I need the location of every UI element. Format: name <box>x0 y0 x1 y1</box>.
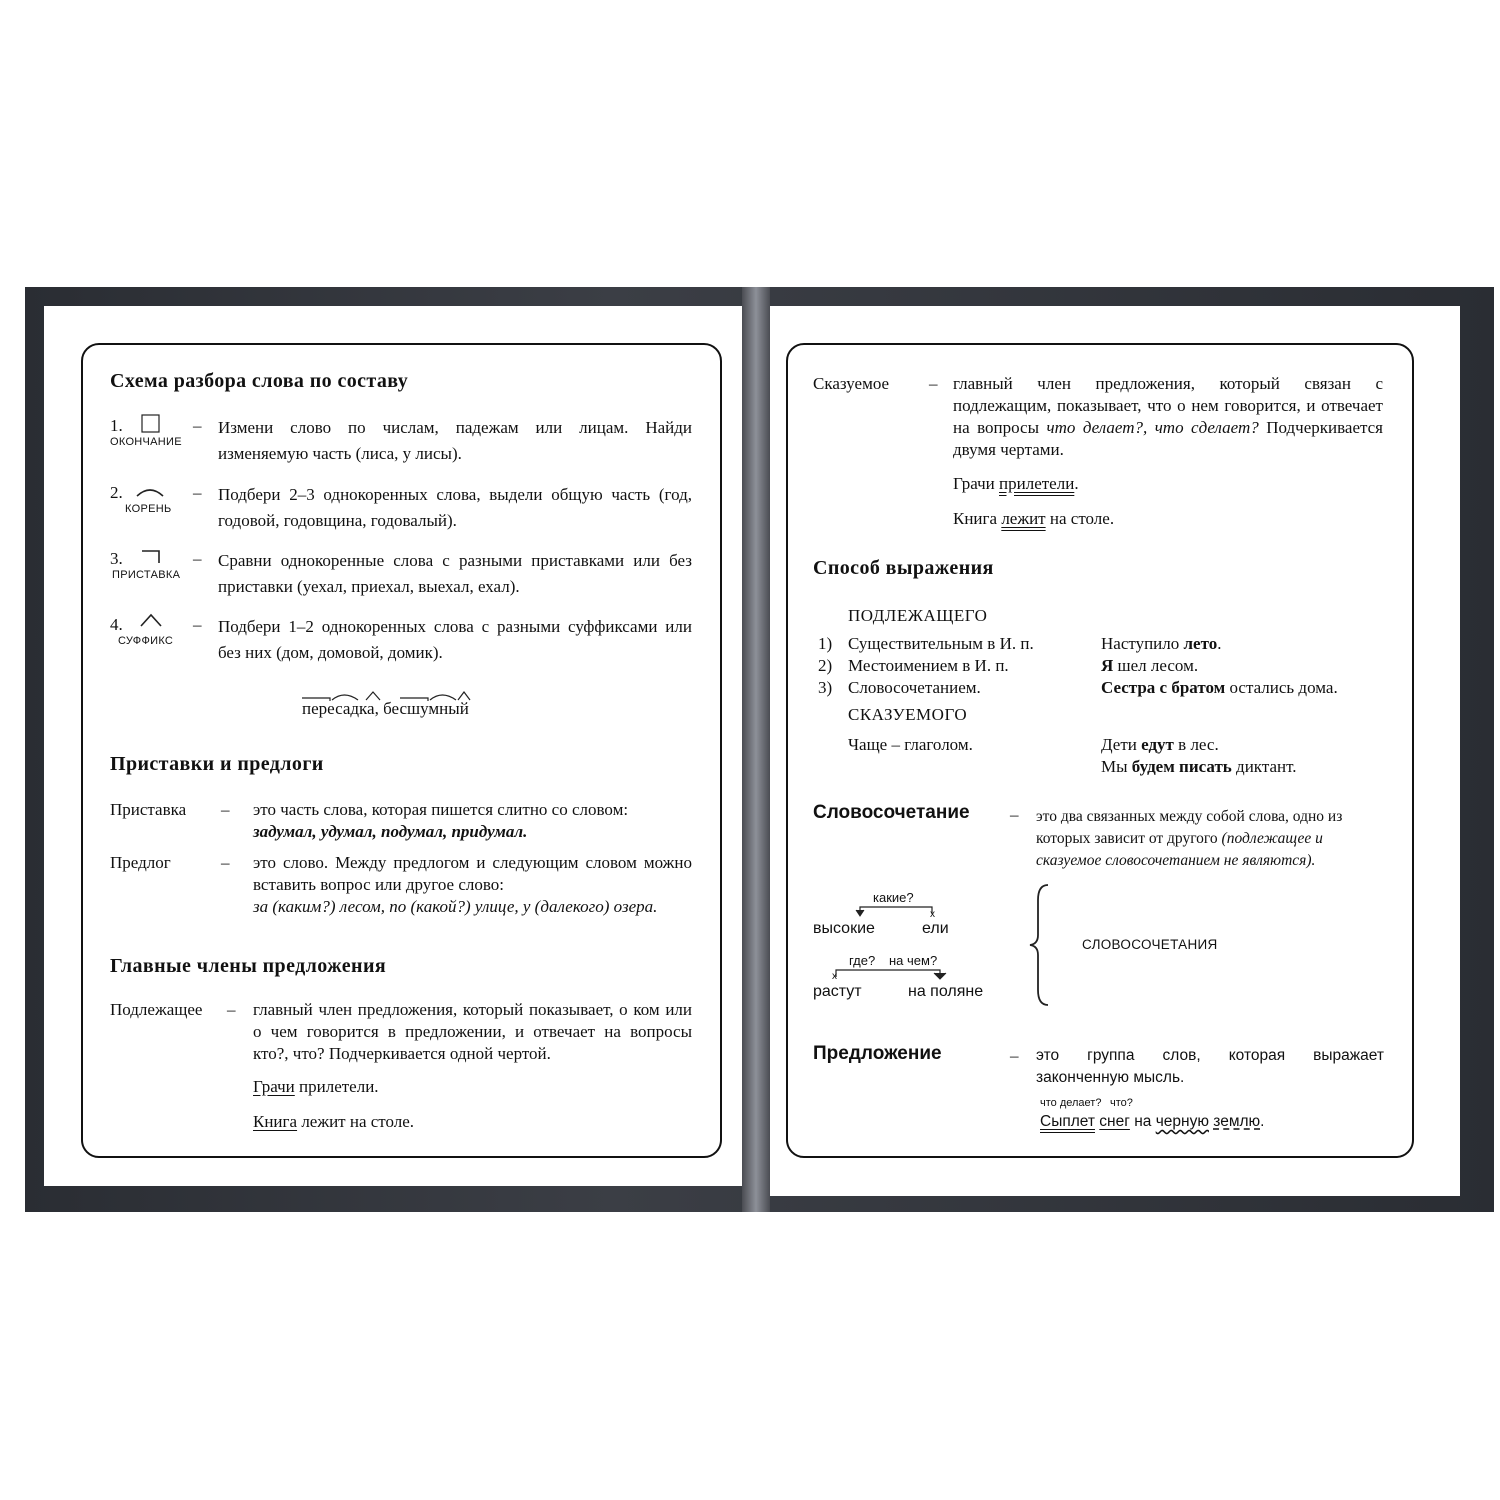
expr-row-1-ex-b: лето <box>1183 634 1218 653</box>
prefix-examples: задумал, удумал, подумал, придумал. <box>253 822 528 841</box>
prefix-definition: это часть слова, которая пишется слитно со словом: <box>253 800 629 819</box>
step-3-text: Сравни однокоренные слова с разными приставками или без приставки (уехал, приехал, выехал, ехал). <box>218 551 692 596</box>
step-4-dash: – <box>193 615 202 634</box>
expr-row-2-way: Местоимением в И. п. <box>848 656 1009 675</box>
predicate-term: Сказуемое <box>813 374 890 393</box>
predicate-ex4-a: Мы <box>1101 757 1132 776</box>
subject-dash: – <box>227 1000 236 1019</box>
expr-row-2-ex-b: Я <box>1101 656 1114 675</box>
diagram-x-mark-2: x <box>832 971 837 982</box>
predicate-def-part-1: главный член предложения, который связан с подлежащим, показывает, что о нем говорится, и отвечает на вопросы <box>953 374 1383 437</box>
subject-definition: главный член предложения, который показывает, о ком или о чем говорится в предложении, и отвечает на вопросы кто?, что? Подчеркивается одной чертой. <box>253 1000 692 1063</box>
predicate-example-3 <box>1101 734 1219 756</box>
expr-row-1-ex-a: Наступило <box>1101 634 1184 653</box>
step-3-label: ПРИСТАВКА <box>112 569 181 581</box>
prefix-dash: – <box>221 800 230 819</box>
sentence-example <box>1040 1113 1264 1131</box>
phrase-def-note: (подлежащее и сказуемое словосочетанием не являются). <box>1036 830 1323 869</box>
subject-example-2-rest: лежит на столе. <box>297 1112 415 1131</box>
diagram-question-1: какие? <box>873 890 914 905</box>
subject-term: Подлежащее <box>110 1000 203 1019</box>
expr-row-3-num: 3) <box>818 678 833 697</box>
expr-row-1-num: 1) <box>818 634 833 653</box>
diagram-question-3: на чем? <box>889 953 938 968</box>
step-2-dash: – <box>193 483 202 502</box>
expr-row-3-way: Словосочетанием. <box>848 678 981 697</box>
phrase-term: Словосочетание <box>813 802 970 823</box>
sentence-word-subject: снег <box>1099 1113 1130 1130</box>
predicate-ex2-end: на столе. <box>1045 509 1115 528</box>
step-4-number: 4. <box>110 615 123 634</box>
subject-word-grachi: Грачи <box>253 1077 295 1096</box>
diagram-word-vysokie: высокие <box>813 920 875 937</box>
example-words: пересадка, бесшумный <box>302 699 469 718</box>
section-title-main-members: Главные члены предложения <box>110 955 387 977</box>
sentence-term: Предложение <box>813 1043 942 1064</box>
sentence-word-predicate: Сыплет <box>1040 1113 1095 1130</box>
expr-row-3-example <box>1101 677 1338 699</box>
predicate-ex4-c: диктант. <box>1231 757 1297 776</box>
predicate-ex1-end: . <box>1074 474 1079 493</box>
predicate-ex1-verb: прилетели <box>999 474 1075 493</box>
subject-word-kniga: Книга <box>253 1112 298 1131</box>
step-2-text: Подбери 2–3 однокоренных слова, выдели общую часть (год, годовой, годовщина, годовалый). <box>218 485 692 530</box>
predicate-ex3-b: едут <box>1141 735 1174 754</box>
sentence-dash: – <box>1010 1046 1019 1065</box>
sentence-question-1: что делает? <box>1040 1097 1102 1109</box>
step-1-number: 1. <box>110 416 123 435</box>
step-1-text: Измени слово по числам, падежам или лицам. Найди изменяемую часть (лиса, у лисы). <box>218 418 692 463</box>
preposition-dash: – <box>221 853 230 872</box>
predicate-ex3-a: Дети <box>1101 735 1142 754</box>
prefix-term: Приставка <box>110 800 187 819</box>
section-title-word-parts: Схема разбора слова по составу <box>110 370 409 392</box>
predicate-example-1 <box>953 473 1079 495</box>
notebook-spine <box>742 287 770 1212</box>
sentence-word-attribute: черную <box>1155 1113 1209 1130</box>
step-3-number: 3. <box>110 549 123 568</box>
predicate-expression-way: Чаще – глаголом. <box>848 735 973 754</box>
phrase-dash: – <box>1010 805 1019 824</box>
subject-example-1-rest: прилетели. <box>294 1077 379 1096</box>
step-2-label: КОРЕНЬ <box>125 503 172 515</box>
sentence-word-object: землю <box>1213 1113 1261 1130</box>
predicate-ex3-c: в лес. <box>1173 735 1219 754</box>
sentence-word-preposition: на <box>1129 1113 1156 1130</box>
expr-row-3-ex-c: остались дома. <box>1225 678 1338 697</box>
sentence-end: . <box>1260 1113 1265 1130</box>
predicate-expression-heading: СКАЗУЕМОГО <box>848 705 968 724</box>
step-1-dash: – <box>193 416 202 435</box>
predicate-ex2-verb: лежит <box>1001 509 1046 528</box>
predicate-questions: что делает?, что сделает? <box>1046 418 1259 437</box>
expr-row-1-ex-c: . <box>1217 634 1222 653</box>
sentence-question-2: что? <box>1110 1097 1133 1109</box>
expr-row-2-ex-c: шел лесом. <box>1113 656 1199 675</box>
preposition-term: Предлог <box>110 853 171 872</box>
diagram-word-na-polyane: на поляне <box>908 983 984 1000</box>
step-1-label: ОКОНЧАНИЕ <box>110 436 182 448</box>
prefix-icon <box>140 549 162 565</box>
ending-icon <box>141 414 161 434</box>
step-3-dash: – <box>193 549 202 568</box>
diagram-x-mark-1: x <box>930 909 935 920</box>
preposition-definition: это слово. Между предлогом и следующим словом можно вставить вопрос или другое слово: <box>253 853 692 894</box>
subject-example-2 <box>253 1111 414 1133</box>
phrases-label: СЛОВОСОЧЕТАНИЯ <box>1082 937 1218 952</box>
predicate-ex1-subject: Грачи <box>953 474 1000 493</box>
expr-row-2-example <box>1101 655 1198 677</box>
predicate-ex4-b: будем писать <box>1131 757 1232 776</box>
section-title-prefixes: Приставки и предлоги <box>110 753 324 775</box>
phrase-def-main: это два связанных между собой слова, одно из которых зависит от другого <box>1036 808 1343 847</box>
diagram-word-rastut: растут <box>813 983 862 1000</box>
sentence-definition: это группа слов, которая выражает законченную мысль. <box>1036 1047 1384 1086</box>
expr-row-2-num: 2) <box>818 656 833 675</box>
predicate-ex2-subject: Книга <box>953 509 1002 528</box>
preposition-examples: за (каким?) лесом, по (какой?) улице, у (далекого) озера. <box>253 897 658 916</box>
diagram-word-eli: ели <box>922 920 949 937</box>
step-4-text: Подбери 1–2 однокоренных слова с разными суффиксами или без них (дом, домовой, домик). <box>218 617 692 662</box>
predicate-definition <box>953 373 1383 461</box>
root-icon <box>135 484 165 498</box>
section-title-expression: Способ выражения <box>813 557 994 579</box>
predicate-example-4 <box>1101 756 1297 778</box>
subject-example-1 <box>253 1076 379 1098</box>
step-2-number: 2. <box>110 483 123 502</box>
expr-row-1-way: Существительным в И. п. <box>848 634 1034 653</box>
suffix-icon <box>139 612 163 628</box>
step-4-label: СУФФИКС <box>118 635 174 647</box>
predicate-dash: – <box>929 374 938 393</box>
predicate-def-part-2: Подчеркивается двумя чертами. <box>953 418 1383 459</box>
predicate-example-2 <box>953 508 1114 530</box>
subject-expression-heading: ПОДЛЕЖАЩЕГО <box>848 606 988 625</box>
expr-row-1-example <box>1101 633 1221 655</box>
diagram-question-2: где? <box>849 953 876 968</box>
phrase-definition <box>1036 806 1392 872</box>
expr-row-3-ex-b: Сестра с братом <box>1101 678 1226 697</box>
